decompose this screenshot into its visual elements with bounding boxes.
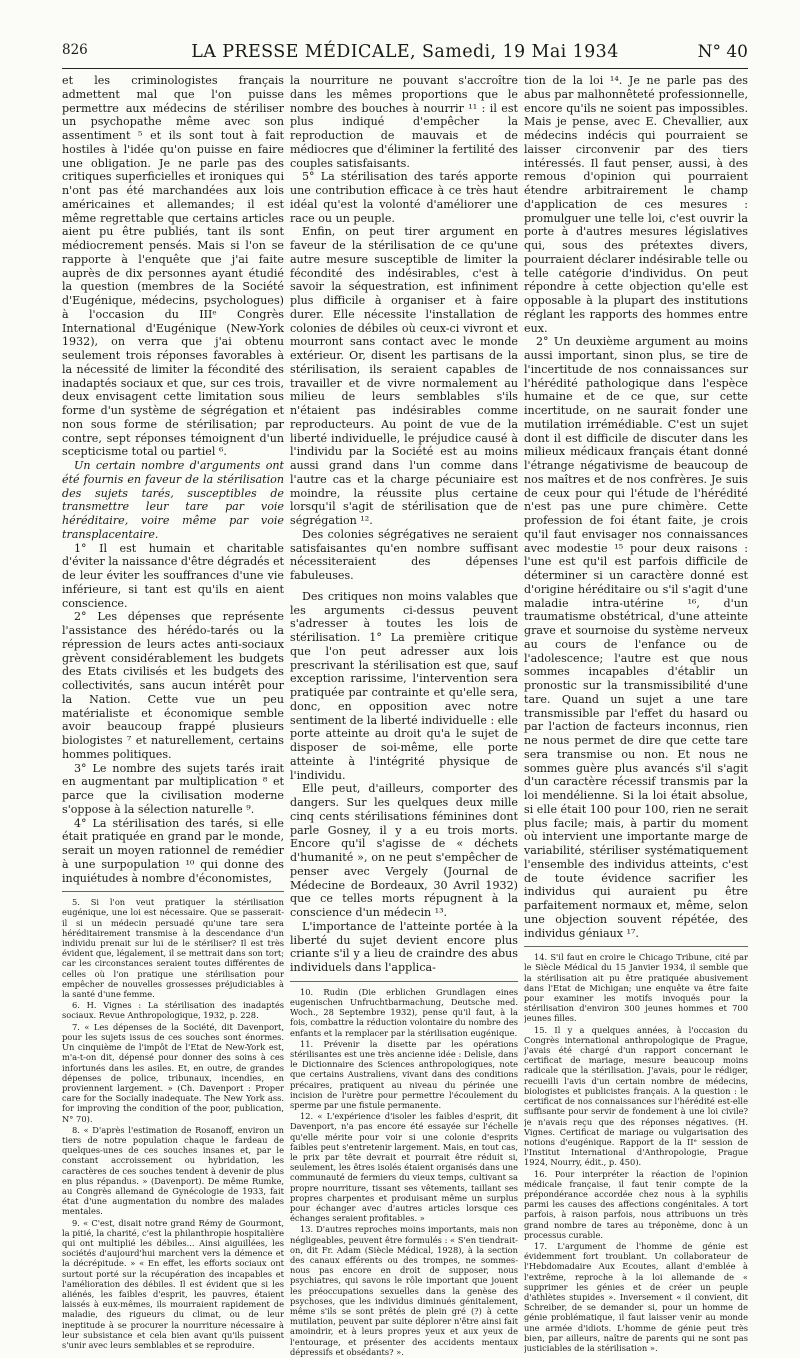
footnote: 14. S'il faut en croire le Chicago Tribune, cité par le Siècle Médical du 15 Janvier 1934, il semble que la stérilisation ait pu être pratiquée abusivement dans l'Etat de Michigan; une enquête va être faite pour examiner les motifs invoqués pour la stérilisation d'environ 300 jeunes hommes et 700 jeunes filles. (524, 952, 748, 1024)
column-2 (290, 74, 518, 1358)
paragraph: L'importance de l'atteinte portée à la liberté du sujet devient encore plus criante s'il y a lieu de craindre des abus individuels dans l'applica- (290, 919, 518, 974)
paragraph: Elle peut, d'ailleurs, comporter des dangers. Sur les quelques deux mille cinq cents stérilisations féminines dont parle Gosney, il y a eu trois morts. Encore qu'il s'agisse de « déchets d'humanité », on ne peut s'empêcher de penser avec Vergely (Journal de Médecine de Bordeaux, 30 Avril 1932) que ce telles morts répugnent à la conscience d'un médecin ¹³. (290, 782, 518, 919)
paragraph: 1° Il est humain et charitable d'éviter la naissance d'être dégradés et de leur éviter les souffrances d'une vie inférieure, si tant est qu'ils en aient conscience. (62, 541, 284, 610)
footnote: 17. L'argument de l'homme de génie est évidemment fort troublant. Un collaborateur de l'Hebdomadaire Aux Ecoutes, allant d'emblée à l'extrême, reproche à la loi allemande de « supprimer les génies et de créer un peuple d'athlètes stupides ». Inversement « il convient, dit Schreiber, de se demander si, pour un homme de génie problématique, il faut laisser venir au monde une armée d'idiots. L'homme de génie peut très bien, par ailleurs, naître de parents qui ne sont pas justiciables de la stérilisation ». (524, 1240, 748, 1353)
footnote: 12. « L'expérience d'isoler les faibles d'esprit, dit Davenport, n'a pas encore été essayée sur l'échelle qu'elle mérite pour voir si une colonie d'esprits faibles peut s'entretenir largement. Mais, en tout cas, le prix par tête devrait et pourrait être réduit si, seulement, les êtres isolés étaient organisés dans une communauté de fermiers du vieux temps, cultivant sa propre nourriture, tissant ses vêtements, taillant ses propres charpentes et produisant même un surplus pour échanger avec d'autres articles lorsque ces échanges seraient profitables. » (290, 1111, 518, 1224)
footnote: 16. Pour interpréter la réaction de l'opinion médicale française, il faut tenir compte de la prépondérance accordée chez nous à la syphilis parmi les causes des affections congénitales. A tort parfois, à raison parfois, nous attribuons un très grand nombre de tares au tréponème, donc à un processus curable. (524, 1168, 748, 1240)
column-3 (524, 74, 748, 1354)
paragraph: la nourriture ne pouvant s'accroître dans les mêmes proportions que le nombre des bouches à nourrir ¹¹ : il est plus indiqué d'empêcher la reproduction de mauvais et de médiocres que d'éliminer la fertilité des couples satisfaisants. (290, 74, 518, 170)
footnote: 9. « C'est, disait notre grand Rémy de Gourmont, la pitié, la charité, c'est la philanthropie hospitalière qui ont multiplié les débiles... Ainsi aiguillées, les sociétés d'aujourd'hui marchent vers la démence et la décrépitude. » « En effet, les efforts sociaux ont surtout porté sur la récupération des incapables et l'amélioration des débiles. Il est évident que si les aliénés, les faibles d'esprit, les pauvres, étaient laissés à eux-mêmes, ils mourraient rapidement de maladie, des rigueurs du climat, ou de leur ineptitude à se procurer la nourriture nécessaire à leur subsistance et cela bien avant qu'ils puissent s'unir avec leurs semblables et se reproduire. (62, 1217, 284, 1350)
footnote: 10. Rudin (Die erblichen Grundlagen eines eugenischen Unfruchtbarmachung, Deutsche med. Woch., 28 Septembre 1932), pense qu'il faut, à la fois, combattre la réduction volontaire du nombre des enfants et la remplacer par la stérilisation eugénique. (290, 986, 518, 1038)
paragraph: Enfin, on peut tirer argument en faveur de la stérilisation de ce qu'une autre mesure susceptible de limiter la fécondité des indésirables, c'est à savoir la séquestration, est infiniment plus difficile à organiser et à faire durer. Elle nécessite l'installation de colonies de débiles où ceux-ci vivront et mourront sans contact avec le monde extérieur. Or, disent les partisans de la stérilisation, ils seraient capables de travailler et de vivre normalement au milieu de leurs semblables s'ils n'étaient pas indésirables comme reproducteurs. Au point de vue de la liberté individuelle, le préjudice causé à l'individu par la Société est au moins aussi grand dans l'un comme dans l'autre cas et la charge pécuniaire est moindre, la réussite plus certaine lorsqu'il s'agit de stérilisation que de ségrégation ¹². (290, 225, 518, 527)
paragraph: tion de la loi ¹⁴. Je ne parle pas des abus par malhonnêteté professionnelle, encore qu'ils ne soient pas impossibles. Mais je pense, avec E. Chevallier, aux médecins indécis qui pourraient se laisser circonvenir par des tiers intéressés. Il faut penser, aussi, à des remous d'opinion qui pourraient étendre arbitrairement le champ d'application de ces mesures : promulguer une telle loi, c'est ouvrir la porte à d'autres mesures législatives qui, sous des prétextes divers, pourraient déclarer indésirable telle ou telle catégorie d'individus. On peut répondre à cette objection qu'elle est opposable à la plupart des institutions réglant les rapports des hommes entre eux. (524, 74, 748, 335)
paragraph: 2° Les dépenses que représente l'assistance des hérédo-tarés ou la répression de leurs actes anti-sociaux grèvent considérablement les budgets des Etats civilisés et les budgets des collectivités, sans aucun intérêt pour la Nation. Cette vue un peu matérialiste et économique semble avoir beaucoup frappé plusieurs biologistes ⁷ et naturellement, certains hommes politiques. (62, 610, 284, 761)
paragraph: Un certain nombre d'arguments ont été fournis en faveur de la stérilisation des sujets tarés, susceptibles de transmettre leur tare par voie héréditaire, voire même par voie transplacentaire. (62, 459, 284, 541)
footnote: 11. Prévenir la disette par les opérations stérilisantes est une très ancienne idée : Delisle, dans le Dictionnaire des Sciences anthropologiques, note que certains Australiens, vivant dans des conditions précaires, pratiquent au niveau du périnée une incision de l'urètre pour permettre l'écoulement du sperme par une fistule permanente. (290, 1038, 518, 1110)
column-2-text (290, 74, 518, 975)
paragraph: et les criminologistes français admettent mal que l'on puisse permettre aux médecins de stériliser un psychopathe même avec son assentiment ⁵ et ils sont tout à fait hostiles à l'idée qu'on puisse en faire une obligation. Je ne parle pas des critiques superficielles et ironiques qui n'ont pas été marchandées aux lois américaines et allemandes; il est même regrettable que certains articles aient pu être publiés, tant ils sont médiocrement pensés. Mais si l'on se rapporte à l'enquête que j'ai faite auprès de dix personnes ayant étudié la question (membres de la Société d'Eugénique, médecins, psychologues) à l'occasion du IIIᵉ Congrès International d'Eugénique (New-York 1932), on verra que j'ai obtenu seulement trois réponses favorables à la nécessité de limiter la fécondité des inadaptés sociaux et que, sur ces trois, deux envisagent cette limitation sous forme d'un système de ségrégation et non sous forme de stérilisation; par contre, sept réponses témoignent d'un scepticisme total ou partiel ⁶. (62, 74, 284, 459)
footnote-separator (524, 946, 748, 947)
footnote: 7. « Les dépenses de la Société, dit Davenport, pour les sujets issus de ces souches sont énormes. Un cinquième de l'impôt de l'Etat de New-York est, m'a-t-on dit, dépensé pour donner des soins à ces infortunés dans les asiles. Et, en outre, de grandes dépenses de police, tribunaux, incendies, en proviennent largement. » (Ch. Davenport : Proper care for the Socially inadequate. The New York ass. for improving the condition of the poor, publication, N° 70). (62, 1021, 284, 1124)
footnote-separator (62, 891, 284, 892)
footnote: 8. « D'après l'estimation de Rosanoff, environ un tiers de notre population chaque le fardeau de quelques-unes de ces souches insanes et, par le constant accroissement ou hybridation, les caractères de ces souches tendent à devenir de plus en plus répandus. » (Davenport). De même Rumke, au Congrès allemand de Gynécologie de 1933, fait état d'une augmentation du nombre des malades mentales. (62, 1124, 284, 1217)
paragraph: 3° Le nombre des sujets tarés irait en augmentant par multiplication ⁸ et parce que la civilisation moderne s'oppose à la sélection naturelle ⁹. (62, 761, 284, 816)
column-1-footnotes (62, 897, 284, 1350)
footnote: 15. Il y a quelques années, à l'occasion du Congrès international anthropologique de Prague, j'avais été chargé d'un rapport concernant le certificat de mariage, mesure beaucoup moins radicale que la stérilisation. J'avais, pour le rédiger, recueilli l'avis d'un certain nombre de médecins, biologistes et publicistes français. A la question : le certificat de nos connaissances sur l'hérédité est-elle suffisante pour servir de fondement à une loi civile? je n'avais reçu que des réponses négatives. (H. Vignes. Certificat de mariage ou vulgarisation des notions d'eugénique. Rapport de la IIᵉ session de l'Institut International d'Anthropologie, Prague 1924, Nourry, édit., p. 450). (524, 1024, 748, 1168)
column-1 (62, 74, 284, 1351)
header-rule (62, 68, 748, 69)
section-break (290, 583, 518, 590)
column-2-footnotes (290, 987, 518, 1357)
page-number: 826 (62, 42, 88, 58)
column-1-text (62, 74, 284, 885)
paragraph: 4° La stérilisation des tarés, si elle était pratiquée en grand par le monde, serait un moyen rationnel de remédier à une surpopulation ¹⁰ qui donne des inquiétudes à nombre d'économistes, (62, 816, 284, 885)
column-3-text (524, 74, 748, 940)
paragraph: Des critiques non moins valables que les arguments ci-dessus peuvent s'adresser à toutes les lois de stérilisation. 1° La première critique que l'on peut adresser aux lois prescrivant la stérilisation est que, sauf exception rarissime, l'intervention sera pratiquée par contrainte et qu'elle sera, donc, en opposition avec notre sentiment de la liberté individuelle : elle porte atteinte au droit qu'a le sujet de disposer de soi-même, elle porte atteinte à l'intégrité physique de l'individu. (290, 589, 518, 782)
column-3-footnotes (524, 952, 748, 1353)
footnote: 13. D'autres reproches moins importants, mais non négligeables, peuvent être formulés : « S'en tiendrait-on, dit Fr. Adam (Siècle Médical, 1928), à la section des canaux efférents ou des trompes, ne sommes-nous pas encore en droit de supposer, nous psychiatres, qui savons le rôle important que jouent les préoccupations sexuelles dans la genèse des psychoses, que les individus diminués génitalement, même s'ils se sont prêtés de plein gré (?) à cette mutilation, peuvent par suite déplorer n'être ainsi fait amoindrir, et à leurs propres yeux et aux yeux de l'entourage, et présenter des accidents mentaux dépressifs et obsédants? ». (290, 1224, 518, 1357)
footnote: 6. H. Vignes : La stérilisation des inadaptés sociaux. Revue Anthropologique, 1932, p. 228. (62, 1000, 284, 1021)
footnote: 5. Si l'on veut pratiquer la stérilisation eugénique, une loi est nécessaire. Que se passerait-il si un médecin persuadé qu'une tare sera héréditairement transmise à la descendance d'un individu prenait sur lui de le stériliser? Il est très évident que, légalement, il se mettrait dans son tort; car les circonstances seraient toutes différentes de celles où l'on pratique une stérilisation pour empêcher de nouvelles grossesses préjudiciables à la santé d'une femme. (62, 897, 284, 1000)
paragraph: 2° Un deuxième argument au moins aussi important, sinon plus, se tire de l'incertitude de nos connaissances sur l'hérédité pathologique dans l'espèce humaine et de ce que, sur cette incertitude, on ne saurait fonder une mutilation irrémédiable. C'est un sujet dont il est difficile de discuter dans les milieux médicaux français étant donné l'étrange négativisme de beaucoup de nos maîtres et de nos confrères. Je suis de ceux pour qui l'étude de l'hérédité n'est pas une pure chimère. Cette profession de foi étant faite, je crois qu'il faut envisager nos connaissances avec modestie ¹⁵ pour deux raisons : l'une est qu'il est parfois difficile de déterminer si un caractère donné est d'origine héréditaire ou s'il s'agit d'une maladie intra-utérine ¹⁶, d'un traumatisme obstétrical, d'une atteinte grave et sournoise du système nerveux au cours de l'enfance ou de l'adolescence; l'autre est que nous sommes incapables d'établir un pronostic sur la transmissibilité d'une tare. Quand un sujet a une tare transmissible par l'effet du hasard ou par l'action de facteurs inconnus, rien ne nous permet de dire que cette tare sera transmise ou non. Et nous ne sommes guère plus avancés s'il s'agit d'un caractère récessif transmis par la loi mendélienne. Si la loi était absolue, si elle était 100 pour 100, rien ne serait plus facile; mais, à partir du moment où intervient une importante marge de variabilité, stériliser systématiquement l'ensemble des individus atteints, c'est de toute évidence sacrifier les individus qui auraient pu être parfaitement normaux et, même, selon une objection souvent répétée, des individus géniaux ¹⁷. (524, 335, 748, 940)
issue-number: N° 40 (697, 42, 748, 62)
footnote-separator (290, 981, 518, 982)
paragraph: 5° La stérilisation des tarés apporte une contribution efficace à ce très haut idéal qu'est la volonté d'améliorer une race ou un peuple. (290, 170, 518, 225)
journal-title: LA PRESSE MÉDICALE, Samedi, 19 Mai 1934 (191, 42, 619, 62)
paragraph: Des colonies ségrégatives ne seraient satisfaisantes qu'en nombre suffisant nécessiteraient des dépenses fabuleuses. (290, 527, 518, 582)
page-header (62, 42, 748, 68)
